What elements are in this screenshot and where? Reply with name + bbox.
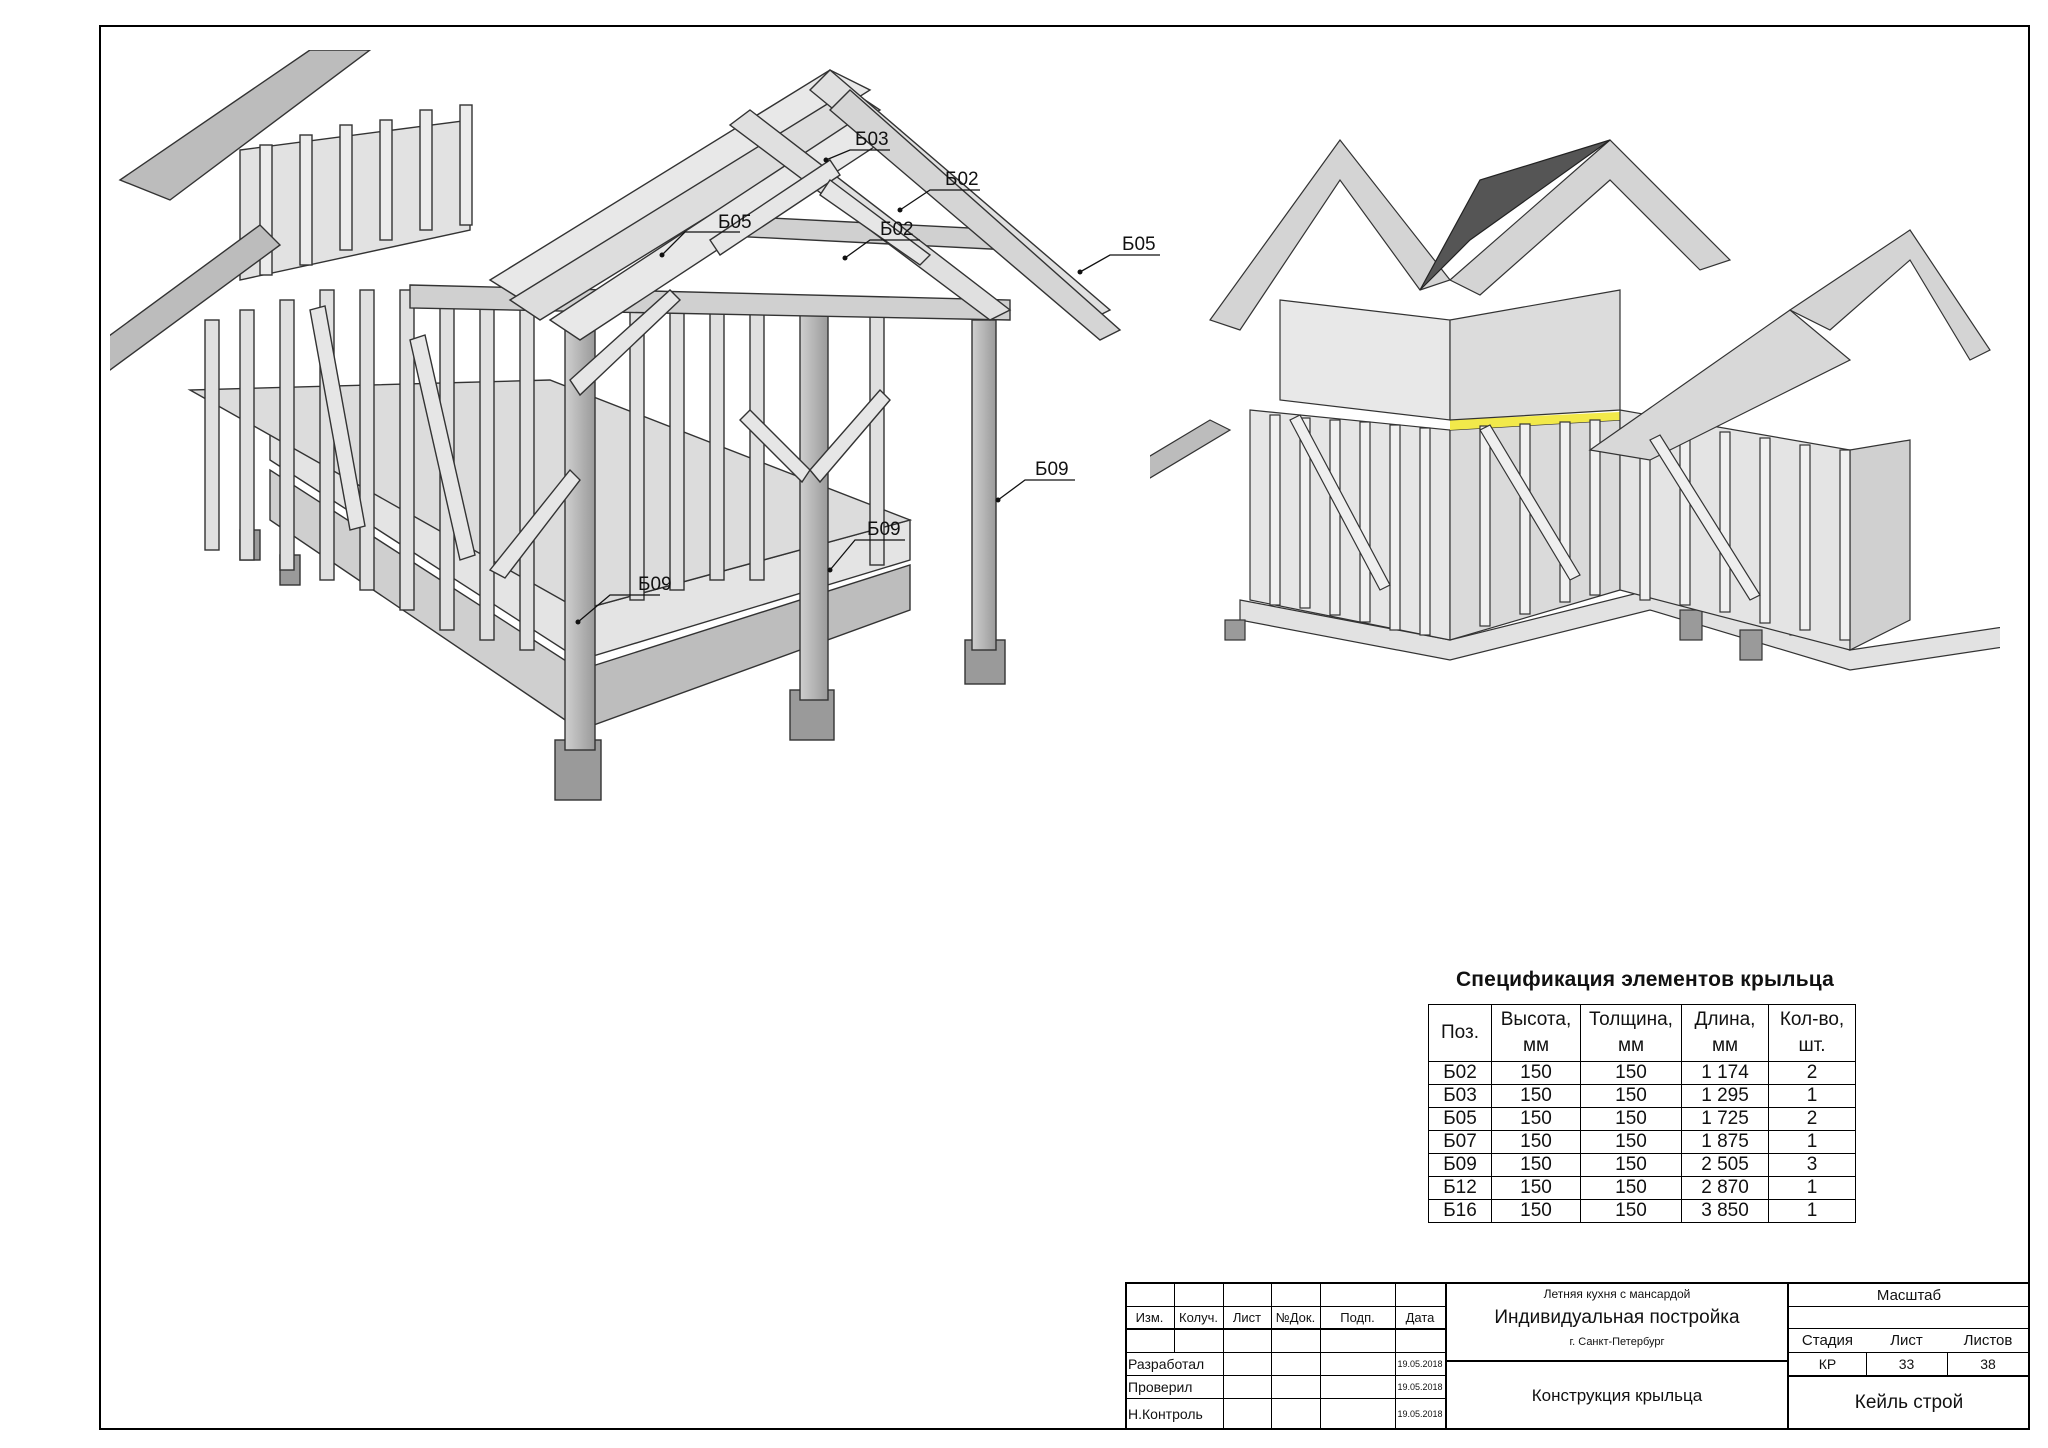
project-title: Индивидуальная постройка	[1494, 1307, 1740, 1328]
callout-label: Б02	[880, 219, 914, 240]
cell-qty: 1	[1769, 1200, 1856, 1223]
cell-qty: 1	[1769, 1085, 1856, 1108]
spec-header-height	[1492, 1005, 1581, 1062]
cell-thickness: 150	[1581, 1085, 1682, 1108]
cell-pos: Б12	[1429, 1177, 1492, 1200]
spec-table	[1428, 1004, 1856, 1223]
callout-label: Б09	[1035, 459, 1069, 480]
cell-thickness: 150	[1581, 1062, 1682, 1085]
stage-value: КР	[1818, 1355, 1837, 1372]
callout-label: Б02	[945, 169, 979, 190]
cell-thickness: 150	[1581, 1108, 1682, 1131]
stamp-date-ncontrol: 19.05.2018	[1397, 1408, 1443, 1419]
cell-pos: Б16	[1429, 1200, 1492, 1223]
cell-length: 1 174	[1682, 1062, 1769, 1085]
table-row	[1429, 1200, 1856, 1223]
stamp-col-sign: Подп.	[1340, 1310, 1375, 1325]
table-row	[1429, 1062, 1856, 1085]
cell-length: 3 850	[1682, 1200, 1769, 1223]
sheet-title: Конструкция крыльца	[1531, 1385, 1703, 1405]
header-line: Кол-во,	[1779, 1009, 1845, 1030]
cell-height: 150	[1492, 1108, 1581, 1131]
project-subtitle: Летняя кухня с мансардой	[1543, 1287, 1691, 1301]
cell-pos: Б03	[1429, 1085, 1492, 1108]
stamp-col-izm: Изм.	[1135, 1310, 1164, 1325]
cell-pos: Б09	[1429, 1154, 1492, 1177]
cell-length: 1 295	[1682, 1085, 1769, 1108]
sheets-label: Листов	[1963, 1332, 2013, 1349]
header-unit: мм	[1522, 1035, 1550, 1056]
company-name: Кейль строй	[1854, 1392, 1964, 1413]
callout-label: Б09	[867, 519, 901, 540]
header-line: Длина,	[1694, 1009, 1756, 1030]
callout-label: Б05	[1122, 234, 1156, 255]
spec-header-length	[1682, 1005, 1769, 1062]
callout-label: Б09	[638, 574, 672, 595]
spec-header-row	[1429, 1005, 1856, 1062]
table-row	[1429, 1131, 1856, 1154]
cell-height: 150	[1492, 1177, 1581, 1200]
cell-thickness: 150	[1581, 1154, 1682, 1177]
cell-thickness: 150	[1581, 1131, 1682, 1154]
table-row	[1429, 1085, 1856, 1108]
stamp-col-doc: №Док.	[1275, 1310, 1316, 1325]
stamp-role-checker: Проверил	[1128, 1378, 1193, 1395]
table-row	[1429, 1177, 1856, 1200]
sheet-value: 33	[1898, 1355, 1915, 1372]
stamp-col-date: Дата	[1405, 1310, 1435, 1325]
header-line: Толщина,	[1589, 1009, 1673, 1030]
sheet-label: Лист	[1890, 1332, 1923, 1349]
stamp-col-list: Лист	[1232, 1310, 1262, 1325]
spec-header-thickness	[1581, 1005, 1682, 1062]
stage-label: Стадия	[1801, 1332, 1854, 1349]
callout-label: Б05	[718, 212, 752, 233]
scale-label: Масштаб	[1876, 1286, 1942, 1304]
stamp-date-checker: 19.05.2018	[1397, 1381, 1443, 1392]
stamp-col-kol: Колуч.	[1179, 1310, 1218, 1325]
cell-length: 2 505	[1682, 1154, 1769, 1177]
table-row	[1429, 1154, 1856, 1177]
cell-length: 1 725	[1682, 1108, 1769, 1131]
header-unit: мм	[1617, 1035, 1645, 1056]
header-unit: мм	[1711, 1035, 1739, 1056]
header-unit: шт.	[1798, 1035, 1826, 1056]
cell-qty: 2	[1769, 1062, 1856, 1085]
cell-thickness: 150	[1581, 1200, 1682, 1223]
cell-length: 2 870	[1682, 1177, 1769, 1200]
sheets-value: 38	[1980, 1355, 1996, 1372]
cell-qty: 1	[1769, 1131, 1856, 1154]
cell-height: 150	[1492, 1154, 1581, 1177]
cell-height: 150	[1492, 1062, 1581, 1085]
cell-pos: Б07	[1429, 1131, 1492, 1154]
cell-pos: Б05	[1429, 1108, 1492, 1131]
spec-header-pos	[1429, 1005, 1492, 1062]
spec-header-qty	[1769, 1005, 1856, 1062]
stamp-role-ncontrol: Н.Контроль	[1128, 1405, 1203, 1422]
cell-pos: Б02	[1429, 1062, 1492, 1085]
porch-3d-view	[110, 50, 1160, 830]
cell-thickness: 150	[1581, 1177, 1682, 1200]
cell-height: 150	[1492, 1085, 1581, 1108]
cell-height: 150	[1492, 1131, 1581, 1154]
table-row	[1429, 1108, 1856, 1131]
spec-title: Спецификация элементов крыльца	[1455, 968, 1835, 991]
cell-qty: 1	[1769, 1177, 1856, 1200]
building-3d-view	[1150, 120, 2000, 700]
cell-length: 1 875	[1682, 1131, 1769, 1154]
header-line: Высота,	[1500, 1009, 1572, 1030]
title-block	[1125, 1282, 2029, 1429]
stamp-date-developer: 19.05.2018	[1397, 1358, 1443, 1369]
cell-height: 150	[1492, 1200, 1581, 1223]
callout-label: Б03	[855, 129, 889, 150]
cell-qty: 3	[1769, 1154, 1856, 1177]
header-line: Поз.	[1441, 1022, 1479, 1043]
cell-qty: 2	[1769, 1108, 1856, 1131]
stamp-role-developer: Разработал	[1128, 1355, 1205, 1372]
project-city: г. Санкт-Петербург	[1569, 1336, 1665, 1348]
